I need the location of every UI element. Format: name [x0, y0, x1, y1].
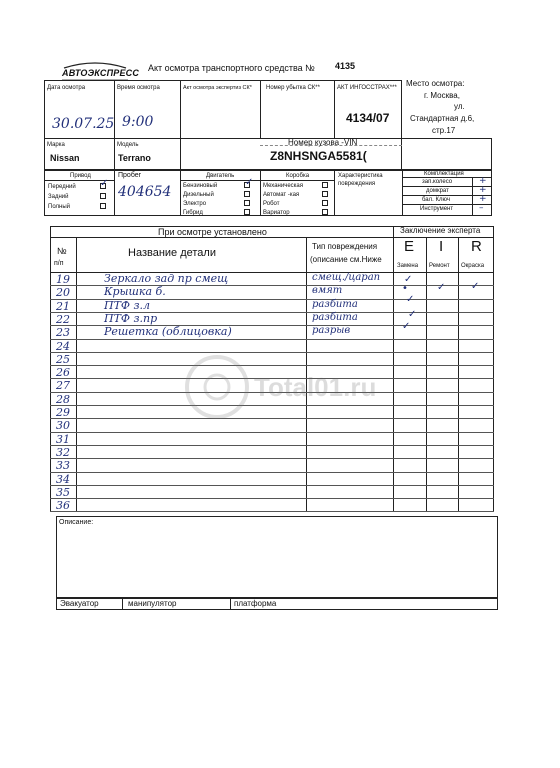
replace-check-icon: ✓: [404, 274, 413, 285]
table-row: [50, 365, 494, 366]
engine-electric-checkbox[interactable]: [244, 200, 250, 206]
equipment-jack: домкрат: [426, 188, 449, 194]
table-row: [50, 485, 494, 486]
table-row: [50, 511, 494, 512]
engine-option-electric: Электро: [183, 201, 207, 207]
evacuator-label: Эвакуатор: [60, 599, 99, 608]
inspection-place-line-4: стр.17: [432, 126, 456, 135]
row-number: 22: [56, 312, 70, 326]
act-ingos-label: АКТ ИНГОССТРАХ***: [337, 85, 397, 91]
table-row: [50, 418, 494, 419]
damage-char-label: Характеристика повреждения: [338, 173, 383, 187]
row-part-name: Крышка б.: [104, 285, 166, 299]
equipment-mark-jack: +: [479, 185, 487, 195]
gearbox-auto-checkbox[interactable]: [322, 191, 328, 197]
inspection-place-line-3: Стандартная д.6,: [410, 114, 475, 123]
table-row: [50, 405, 494, 406]
row-number: 35: [56, 485, 70, 499]
engine-option-diesel: Дизельный: [183, 192, 214, 198]
watermark: [182, 352, 377, 427]
row-number: 34: [56, 472, 70, 486]
drive-option-front: Передний: [48, 184, 76, 190]
equipment-spare-wheel: зап.колесо: [422, 179, 453, 185]
row-damage-type: смещ./царап: [312, 272, 381, 283]
replace-check-icon: ✓: [402, 321, 411, 332]
row-damage-type: вмят: [312, 285, 343, 297]
row-number: 20: [56, 286, 70, 300]
inspection-table: [50, 226, 494, 512]
table-row: [50, 498, 494, 499]
row-number: 23: [56, 326, 70, 340]
col-r-header: R: [471, 238, 482, 255]
col-name-header: Название детали: [128, 247, 216, 259]
check-mark-icon: ✓: [100, 178, 109, 189]
col-type-header: Тип повреждения: [312, 242, 378, 251]
col-i-header: I: [439, 238, 444, 255]
date-label: Дата осмотра: [47, 85, 86, 91]
equipment-wrench: бал. Ключ: [422, 197, 450, 203]
row-number: 30: [56, 419, 70, 433]
row-number: 21: [56, 299, 70, 313]
brand-value: Nissan: [50, 153, 80, 163]
watermark-text: Total01.ru: [254, 372, 377, 402]
table-row: [50, 432, 494, 433]
model-value: Terrano: [118, 153, 151, 163]
col-i-sub-header: Ремонт: [429, 263, 450, 269]
col-no-sub-header: п/п: [54, 260, 64, 267]
date-value: 30.07.25: [52, 116, 115, 132]
replace-check-icon: ✓: [406, 294, 415, 305]
engine-option-hybrid: Гибрид: [183, 210, 203, 216]
equipment-label: Комплектация: [424, 171, 464, 177]
gearbox-option-cvt: Вариатор: [263, 210, 290, 216]
act-number: 4135: [335, 61, 356, 71]
logo-text: АВТОЭКСПРЕСС: [62, 68, 140, 78]
equipment-mark-tools: –: [479, 203, 484, 213]
mileage-label: Пробег: [118, 172, 142, 179]
vin-label: Номер кузова -VIN: [288, 138, 358, 147]
table-row: [50, 458, 494, 459]
equipment-mark-spare: +: [479, 176, 487, 186]
engine-option-petrol: Бензиновый: [183, 183, 218, 189]
row-part-name: Зеркало зад пр смещ: [104, 272, 229, 285]
inspection-place-label: Место осмотра:: [406, 79, 465, 88]
gearbox-option-auto: Автомат -кая: [263, 192, 300, 198]
time-label: Время осмотра: [117, 85, 160, 91]
engine-diesel-checkbox[interactable]: [244, 191, 250, 197]
drive-full-checkbox[interactable]: [100, 203, 106, 209]
row-number: 36: [56, 499, 70, 513]
inspection-place-line-2: ул.: [454, 102, 465, 111]
gearbox-cvt-checkbox[interactable]: [322, 209, 328, 215]
row-number: 33: [56, 459, 70, 473]
row-number: 29: [56, 406, 70, 419]
act-title: Акт осмотра транспортного средства №: [148, 63, 315, 73]
company-logo: [60, 60, 140, 82]
col-e-header: E: [404, 238, 415, 255]
row-part-name: ПТФ з.пр: [104, 311, 158, 325]
gearbox-label: Коробка: [286, 173, 310, 179]
watermark-wheel-icon: [182, 352, 252, 422]
table-row: [50, 445, 494, 446]
engine-hybrid-checkbox[interactable]: [244, 209, 250, 215]
drive-option-full: Полный: [48, 204, 70, 210]
table-row: [50, 352, 494, 353]
brand-label: Марка: [47, 142, 65, 148]
replace-check-icon: ✓: [408, 309, 417, 320]
row-number: 19: [56, 273, 70, 286]
row-damage-type: разрыв: [312, 325, 351, 337]
conclusion-label: Заключение эксперта: [400, 226, 481, 235]
equipment-tools: Инструмент: [420, 206, 454, 212]
gearbox-manual-checkbox[interactable]: [322, 182, 328, 188]
row-number: 24: [56, 339, 70, 353]
col-type-sub-header: (описание см.Ниже: [310, 255, 382, 264]
loss-number-label: Номер убытка СК**: [266, 85, 320, 91]
row-number: 25: [56, 352, 70, 366]
model-label: Модель: [117, 142, 139, 148]
platform-label: платформа: [234, 599, 277, 608]
row-part-name: Решетка (облицовка): [104, 325, 232, 339]
drive-option-rear: Задний: [48, 194, 69, 200]
check-mark-icon: ✓: [245, 177, 254, 188]
table-row: [50, 339, 494, 340]
row-number: 26: [56, 366, 70, 380]
description-label: Описание:: [59, 519, 94, 526]
row-number: 27: [56, 379, 70, 393]
table-row: [50, 472, 494, 473]
row-damage-type: разбита: [312, 311, 358, 323]
row-number: 32: [56, 445, 70, 459]
row-number: 28: [56, 392, 70, 406]
col-no-header: №: [57, 246, 67, 256]
row-damage-type: разбита: [312, 298, 358, 310]
row-part-name: ПТФ з.л: [104, 298, 151, 312]
row-number: 31: [56, 432, 70, 446]
gearbox-option-manual: Механическая: [263, 183, 304, 189]
col-r-sub-header: Окраска: [461, 263, 485, 269]
col-e-sub-header: Замена: [397, 263, 419, 269]
gearbox-robot-checkbox[interactable]: [322, 200, 328, 206]
manipulator-label: манипулятор: [128, 599, 177, 608]
paint-check-icon: ✓: [471, 281, 480, 292]
equipment-mark-wrench: +: [479, 194, 487, 204]
inspection-place-line-1: г. Москва,: [424, 91, 460, 100]
gearbox-option-robot: Робот: [263, 201, 280, 207]
established-label: При осмотре установлено: [158, 227, 267, 237]
description-box: [56, 516, 498, 598]
repair-check-icon: ✓: [437, 282, 446, 293]
drive-rear-checkbox[interactable]: [100, 193, 106, 199]
vin-value: Z8NHSNGA5581(: [270, 149, 367, 163]
replace-check-icon: •: [402, 283, 408, 294]
engine-label: Двигатель: [206, 173, 235, 179]
act-ingos-value: 4134/07: [346, 111, 390, 125]
mileage-value: 404654: [118, 184, 172, 200]
time-value: 9:00: [122, 114, 154, 130]
drive-label: Привод: [70, 173, 91, 179]
act-sk-label: Акт осмотра экспертиз СК*: [183, 85, 252, 91]
